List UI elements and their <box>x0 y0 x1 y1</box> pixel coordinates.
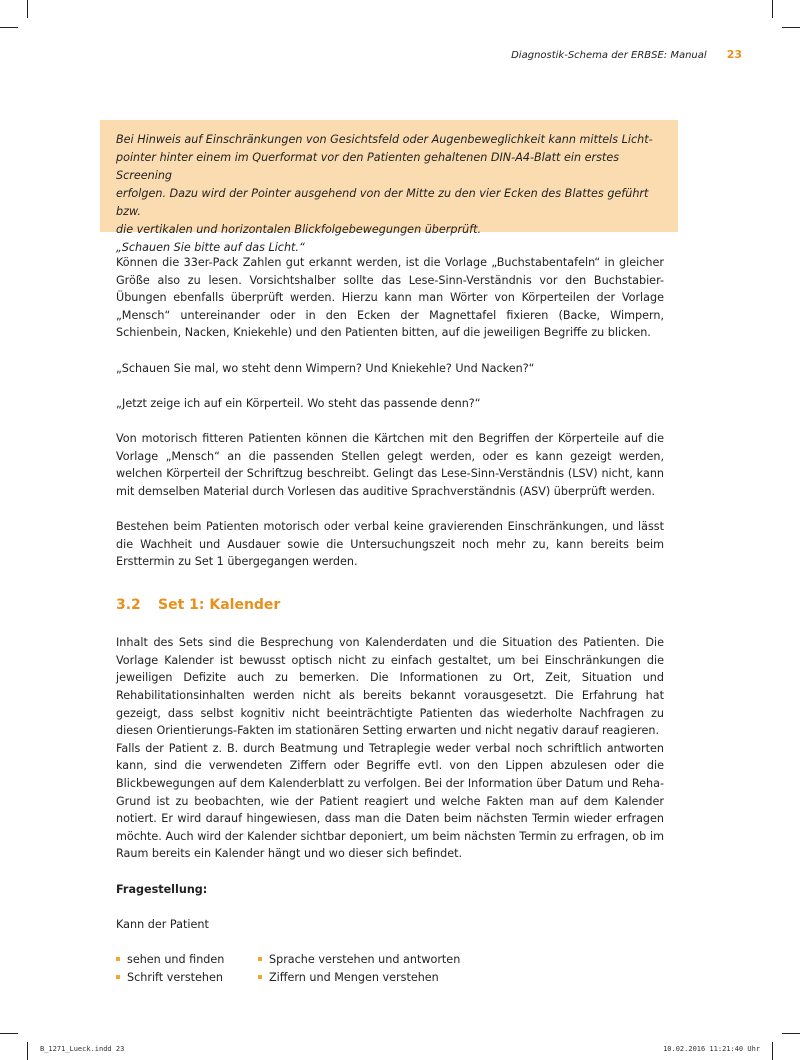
paragraph: Bestehen beim Patienten motorisch oder verbal keine gravierenden Einschränkungen, und lässt die Wachheit und Ausdauer sowie die Untersuchungszeit noch mehr zu, kann bereits beim Ersttermin zu Set 1 übergegangen werden. <box>116 519 664 569</box>
hint-line: erfolgen. Dazu wird der Pointer ausgehend von der Mitte zu den vier Ecken des Blattes geführt bzw. <box>116 187 649 218</box>
crop-mark <box>0 27 18 28</box>
list-item: Sprache verstehen und antworten <box>258 951 460 969</box>
main-text <box>116 254 664 986</box>
section-paragraph: Inhalt des Sets sind die Besprechung von Kalenderdaten und die Situation des Patienten. Die Vorlage Kalender ist bewusst optisch nicht zu einfach gestaltet, um bei Einschränkungen die jeweiligen Defizite auch zu bemerken. Die Informationen zu Ort, Zeit, Situation und Rehabilitationsinhalten werden nicht als bereits bekannt vorausgesetzt. Die Erfahrung hat gezeigt, dass selbst kognitiv nicht beeinträchtigte Patienten das wiederholte Nachfragen zu diesen Orientierungs-Fakten im stationären Setting erwarten und nicht negativ darauf reagieren. <box>116 636 664 738</box>
list-item: Schrift verstehen <box>116 969 258 987</box>
crop-mark <box>27 0 28 18</box>
section-heading <box>116 597 664 615</box>
hint-line: pointer hinter einem im Querformat vor den Patienten gehaltenen DIN-A4-Blatt ein erstes Screening <box>116 151 620 182</box>
crop-mark <box>782 1033 800 1034</box>
crop-mark <box>27 1042 28 1060</box>
section-number: 3.2 <box>116 596 141 613</box>
section-paragraph: Falls der Patient z. B. durch Beatmung und Tetraplegie weder verbal noch schriftlich antworten kann, sind die verwendeten Ziffern oder Begriffe evtl. von den Lippen abzulesen oder die Blickbewegungen auf dem Kalenderblatt zu verfolgen. Bei der Information über Datum und Reha-Grund ist zu beobachten, wie der Patient reagiert und welche Fakten man auf dem Kalender notiert. Er wird darauf hingewiesen, dass man die Daten beim nächsten Termin wieder erfragen möchte. Auch wird der Kalender sichtbar deponiert, um beim nächsten Termin zu erfragen, ob im Raum bereits ein Kalender hängt und wo dieser sich befindet. <box>116 741 664 861</box>
paragraph: Können die 33er-Pack Zahlen gut erkannt werden, ist die Vorlage „Buchstabentafeln“ in gleicher Größe also zu lesen. Vorsichtshalber sollte das Lese-Sinn-Verständnis vor den Buchstabier-Übungen ebenfalls überprüft werden. Hierzu kann man Wörter von Körperteilen der Vorlage „Mensch“ untereinander oder in den Ecken der Magnettafel fixieren (Backe, Wimpern, Schienbein, Nacken, Kniekehle) und den Patienten bitten, auf die jeweiligen Begriffe zu blicken. <box>116 256 664 340</box>
crop-mark <box>772 1042 773 1060</box>
bullet-square-icon <box>258 975 262 979</box>
footer-file: B_1271_Lueck.indd 23 <box>40 1045 125 1053</box>
hint-line: Bei Hinweis auf Einschränkungen von Gesichtsfeld oder Augenbeweglichkeit kann mittels Licht- <box>116 133 653 146</box>
question-label: Fragestellung: <box>116 882 208 896</box>
paragraph: „Schauen Sie mal, wo steht denn Wimpern? Und Kniekehle? Und Nacken?“ <box>116 361 535 375</box>
bullet-square-icon <box>116 957 120 961</box>
hint-line: „Schauen Sie bitte auf das Licht.“ <box>116 241 305 254</box>
question-column-1 <box>116 951 258 986</box>
question-column-2 <box>258 951 460 986</box>
footer-timestamp: 10.02.2016 11:21:40 Uhr <box>663 1045 760 1053</box>
list-item: sehen und finden <box>116 951 258 969</box>
crop-mark <box>0 1033 18 1034</box>
crop-mark <box>782 27 800 28</box>
section-title: Set 1: Kalender <box>158 596 281 613</box>
paragraph: Von motorisch fitteren Patienten können die Kärtchen mit den Begriffen der Körperteile auf die Vorlage „Mensch“ an die passenden Stellen gelegt werden, oder es kann gezeigt werden, welchen Körperteil der Schriftzug beschreibt. Gelingt das Lese-Sinn-Verständnis (LSV) nicht, kann mit demselben Material durch Vorlesen das auditive Sprachverständnis (ASV) überprüft werden. <box>116 431 664 498</box>
paragraph: „Jetzt zeige ich auf ein Körperteil. Wo steht das passende denn?“ <box>116 396 481 410</box>
hint-line: die vertikalen und horizontalen Blickfolgebewegungen überprüft. <box>116 223 482 236</box>
bullet-square-icon <box>258 957 262 961</box>
question-list <box>116 951 664 986</box>
bullet-square-icon <box>116 975 120 979</box>
crop-mark <box>772 0 773 18</box>
print-footer <box>40 1045 760 1053</box>
page-number: 23 <box>726 48 742 61</box>
running-header <box>100 48 742 61</box>
question-intro: Kann der Patient <box>116 917 209 931</box>
hint-box <box>100 120 678 254</box>
header-title: Diagnostik-Schema der ERBSE: Manual <box>511 50 707 61</box>
list-item: Ziffern und Mengen verstehen <box>258 969 460 987</box>
